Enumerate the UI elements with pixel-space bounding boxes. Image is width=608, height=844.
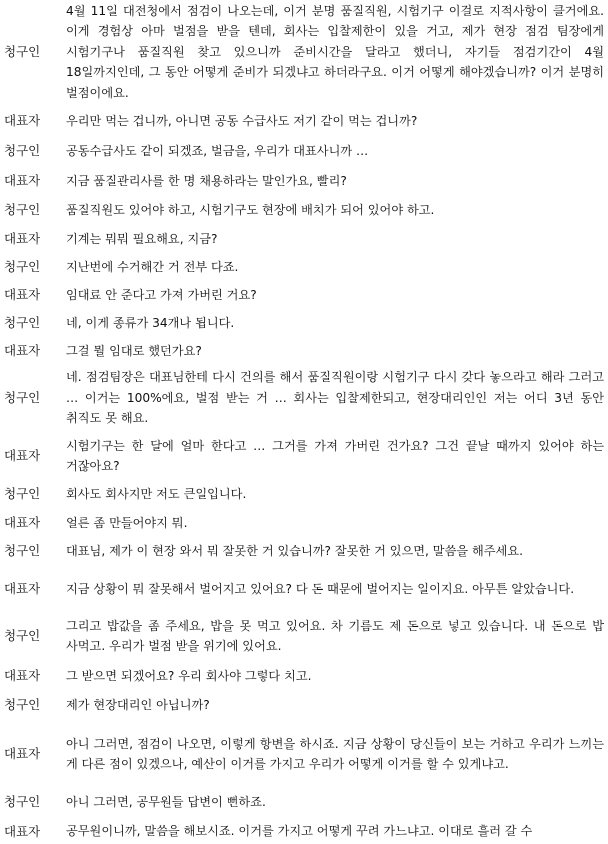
speech-text: 지금 품질관리사를 한 명 채용하라는 말인가요, 빨리? (66, 173, 347, 188)
speech-text: 네, 이게 종류가 34개나 됩니다. (66, 315, 235, 330)
speaker-label: 대표자 (4, 448, 41, 463)
speech-text: 아니 그러면, 공무원들 답변이 뻔하죠. (66, 794, 266, 809)
transcript-row (0, 282, 608, 308)
speaker-label: 청구인 (4, 486, 41, 501)
transcript-row (0, 138, 608, 164)
speaker-label: 청구인 (4, 628, 41, 643)
speech-text: 대표님, 제가 이 현장 와서 뭐 잘못한 거 있습니까? 잘못한 거 있으면, 말씀을 해주세요. (66, 543, 523, 558)
speaker-label: 대표자 (4, 515, 41, 530)
transcript-row (0, 310, 608, 336)
transcript-row (0, 338, 608, 364)
speaker-label: 대표자 (4, 113, 41, 128)
speech-text: 지난번에 수거해간 거 전부 다죠. (66, 259, 239, 274)
transcript-row (0, 819, 608, 844)
transcript-row (0, 366, 608, 430)
speech-text: 제가 현장대리인 아닙니까? (66, 697, 210, 712)
transcript-row (0, 434, 608, 478)
speaker-label: 대표자 (4, 231, 41, 246)
speaker-label: 청구인 (4, 315, 41, 330)
speaker-label: 대표자 (4, 173, 41, 188)
transcript-row (0, 614, 608, 658)
transcript-row (0, 692, 608, 718)
speaker-label: 청구인 (4, 390, 41, 405)
transcript-row (0, 722, 608, 786)
speaker-label: 대표자 (4, 823, 41, 839)
speaker-label: 청구인 (4, 697, 41, 712)
speaker-label: 청구인 (4, 794, 41, 809)
speaker-label: 대표자 (4, 581, 41, 596)
transcript-row (0, 789, 608, 815)
speech-text: 기계는 뭐뭐 필요해요, 지금? (66, 231, 218, 246)
speaker-label: 청구인 (4, 143, 41, 158)
speech-text: 아니 그러면, 점검이 나오면, 이렇게 항변을 하시죠. 지금 상황이 당신들이 보는 거하고 우리가 느끼는 게 다른 점이 있겠으나, 예산이 이거를 가지고 우리가 어떻게 이거를 할 수 있게냐고. (66, 736, 604, 771)
speech-text: 품질직원도 있어야 하고, 시험기구도 현장에 배치가 되어 있어야 하고. (66, 202, 435, 217)
speech-text: 공무원이니까, 말씀을 해보시죠. 이거를 가지고 어떻게 꾸려 가느냐고. 이대로 흘러 갈 수 (66, 824, 533, 839)
speaker-label: 청구인 (4, 259, 41, 274)
speech-text: 그 받으면 되겠어요? 우리 회사야 그렇다 치고. (66, 668, 312, 683)
speech-text: 그걸 뭘 임대로 했던가요? (66, 343, 202, 358)
speaker-label: 청구인 (4, 202, 41, 217)
speech-text: 지금 상황이 뭐 잘못해서 벌어지고 있어요? 다 돈 때문에 벌어지는 일이지요. 아무튼 알았습니다. (66, 581, 575, 596)
speech-text: 회사도 회사지만 저도 큰일입니다. (66, 486, 247, 501)
transcript-row (0, 0, 608, 104)
transcript-row (0, 481, 608, 507)
transcript-row (0, 197, 608, 223)
transcript-row (0, 168, 608, 194)
speech-text: 시험기구는 한 달에 얼마 한다고 … 그거를 가져 가버린 건가요? 그건 끝날 때까지 있어야 하는 거잖아요? (66, 438, 604, 473)
speaker-label: 대표자 (4, 746, 41, 761)
speech-text: 우리만 먹는 겁니까, 아니면 공동 수급사도 저기 같이 먹는 겁니까? (66, 113, 418, 128)
speech-text: 4월 11일 대전청에서 점검이 나오는데, 이거 분명 품질직원, 시험기구 이걸로 지적사항이 클거에요. 이게 경험상 아마 벌점을 받을 텐데, 회사는 입찰제한이 있을 거고, 제가 현장 점검 팀장에게 시험기구나 품질직원 찾고 있으니까 준비시간을 달라고 했더니, 자기들 점검기간이 4월 18일까지인데, 그 동안 어떻게 준비가 되겠냐고 하더라구요. 이거 어떻게 해야겠습니까? 이거 분명히 벌점이에요. (66, 3, 604, 100)
speech-text: 공동수급사도 같이 되겠죠, 벌금을, 우리가 대표사니까 … (66, 143, 369, 158)
transcript-row (0, 510, 608, 536)
speaker-label: 청구인 (4, 543, 41, 558)
speech-text: 임대료 안 준다고 가져 가버린 거요? (66, 287, 257, 302)
transcript-row (0, 538, 608, 564)
speaker-label: 대표자 (4, 287, 41, 302)
speech-text: 얼른 좀 만들어야지 뭐. (66, 515, 188, 530)
transcript-row (0, 663, 608, 689)
speech-text: 네. 점검팀장은 대표님한테 다시 건의를 해서 품질직원이랑 시험기구 다시 갖다 놓으라고 해라 그러고 … 이거는 100%에요, 벌점 받는 거 … 회사는 입찰제한되고, 현장대리인인 저는 어디 3년 동안 취직도 못 해요. (66, 370, 604, 426)
speaker-label: 청구인 (4, 44, 41, 59)
speech-text: 그리고 밥값을 좀 주세요, 밥을 못 먹고 있어요. 차 기름도 제 돈으로 넣고 있습니다. 내 돈으로 밥 사먹고. 우리가 벌점 받을 위기에 있어요. (66, 618, 604, 653)
transcript-row (0, 226, 608, 252)
transcript-row (0, 108, 608, 134)
speaker-label: 대표자 (4, 668, 41, 683)
speaker-label: 대표자 (4, 343, 41, 358)
transcript-row (0, 567, 608, 611)
transcript-row (0, 254, 608, 280)
